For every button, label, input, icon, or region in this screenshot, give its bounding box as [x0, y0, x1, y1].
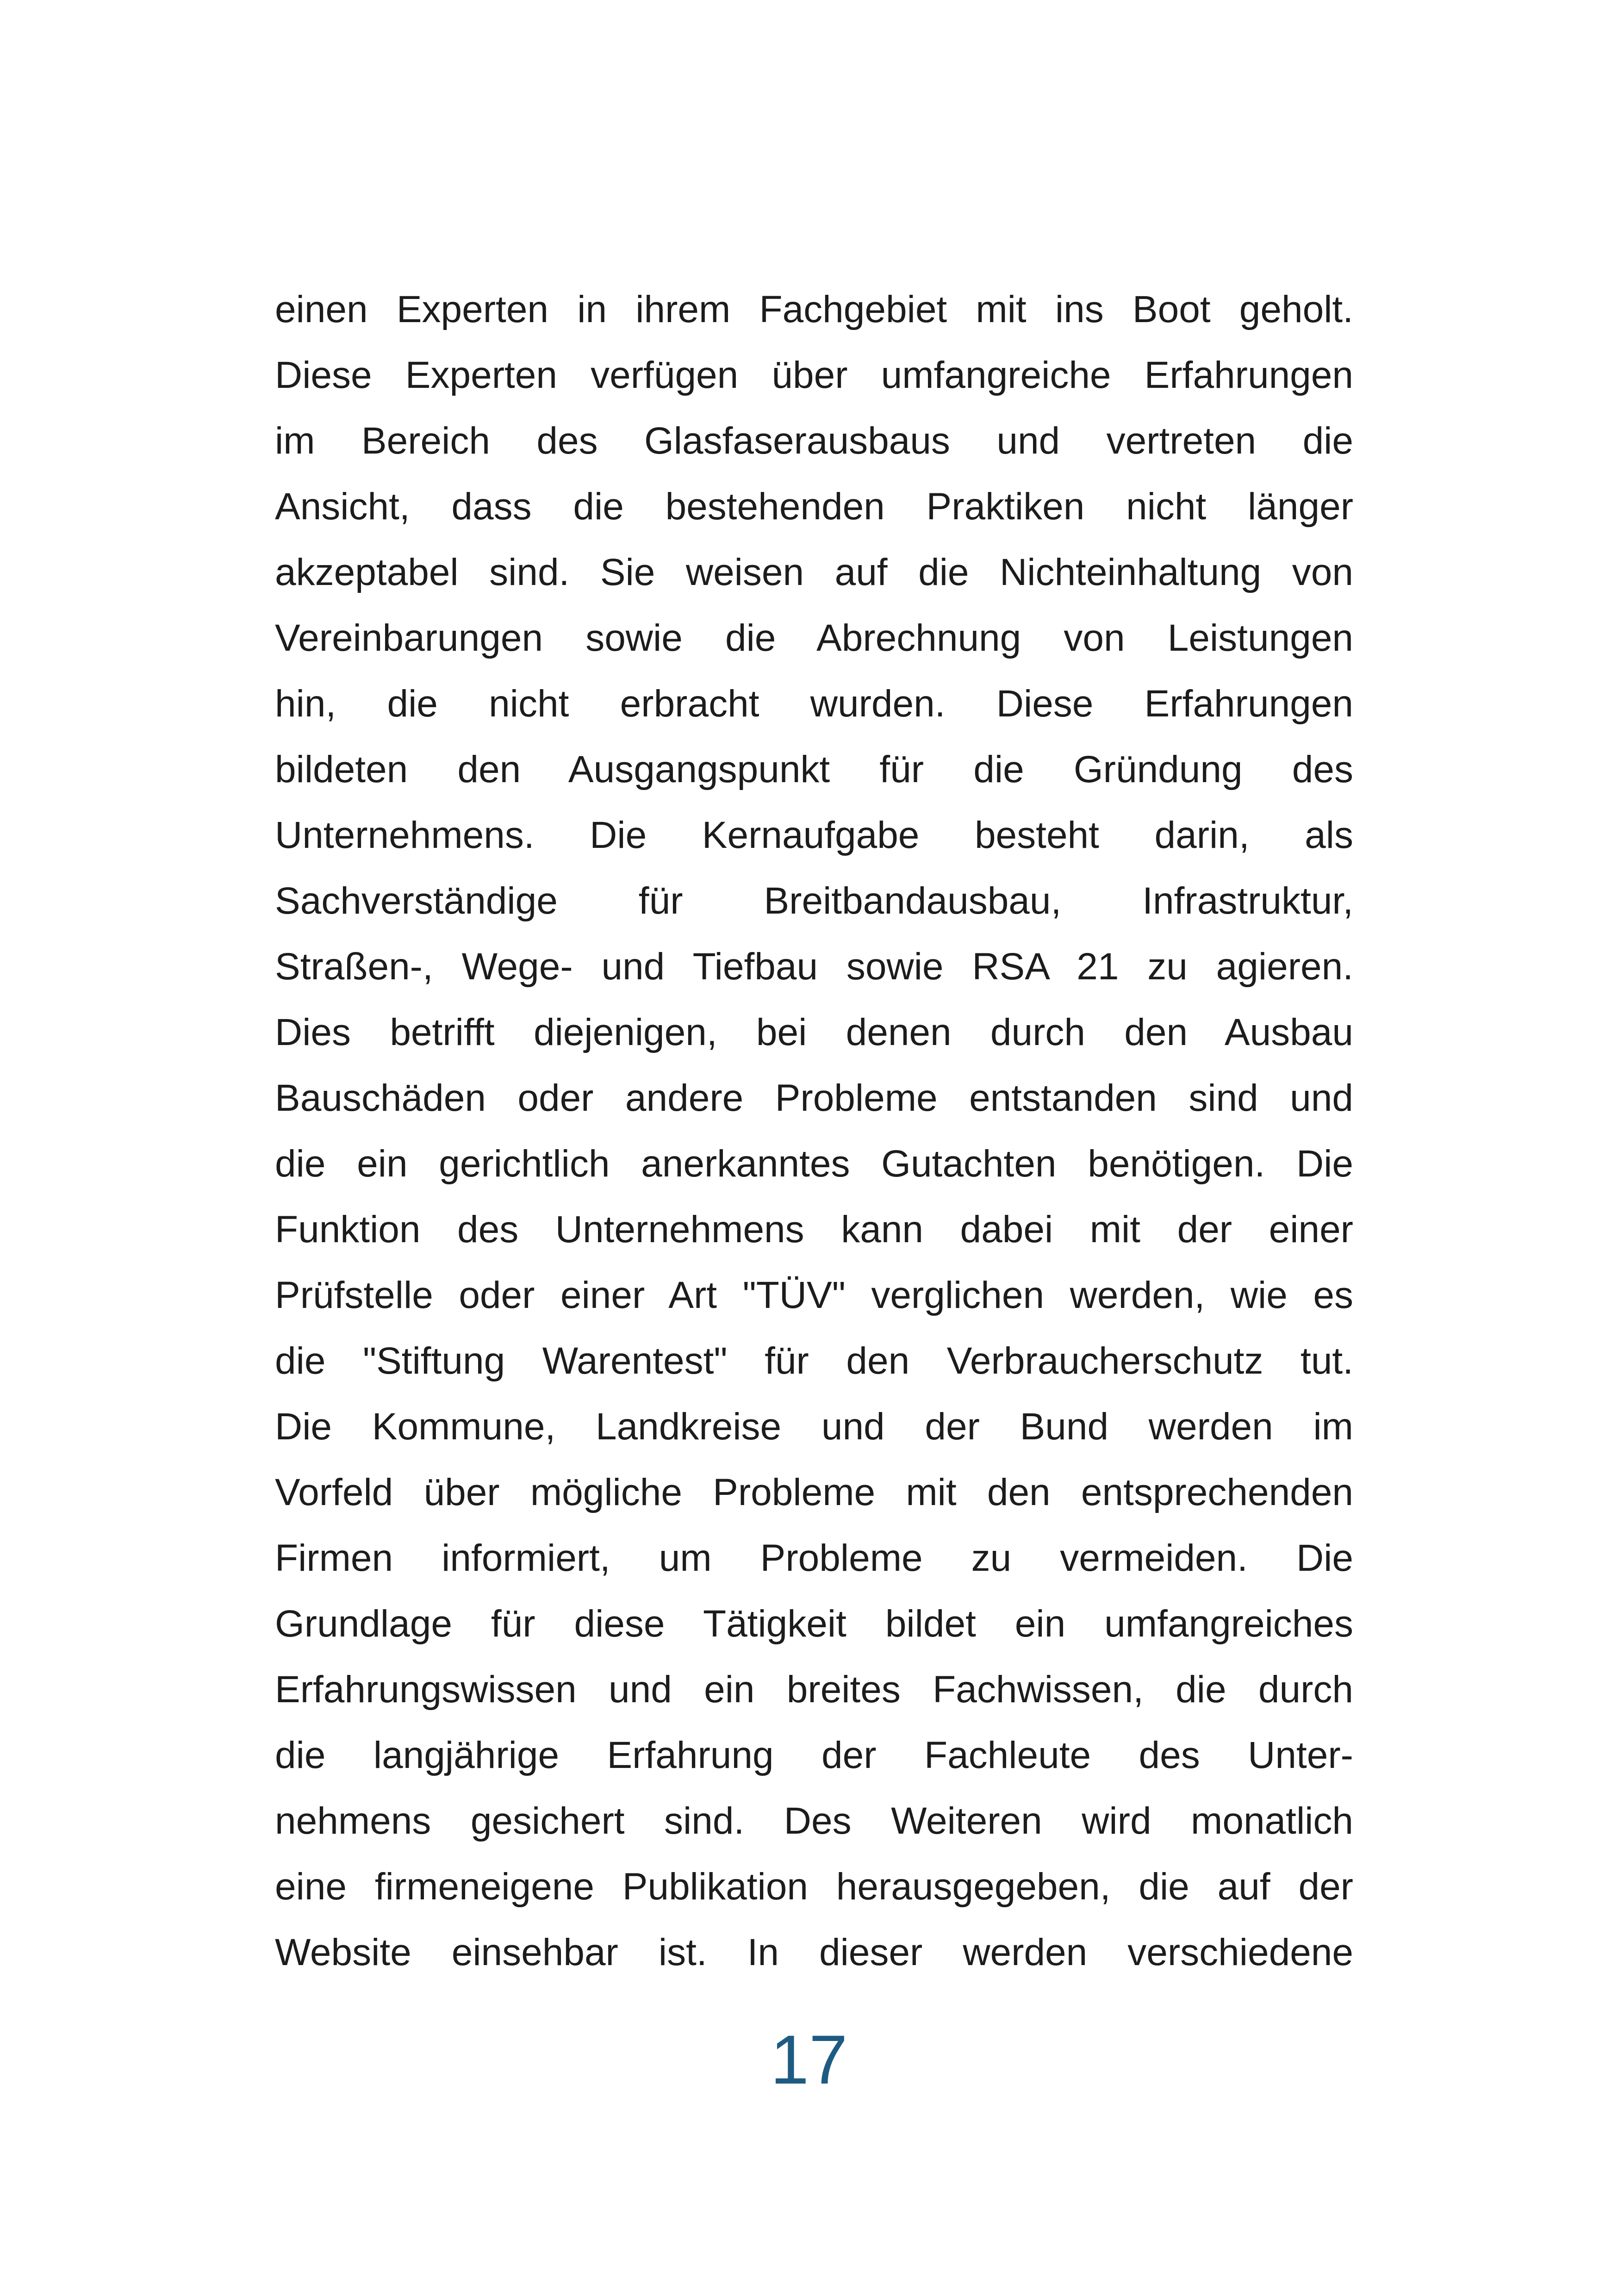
text-line-10: Sachverständige für Breitbandausbau, Infrastruktur,: [275, 880, 1353, 922]
text-line-23: die langjährige Erfahrung der Fachleute des Unter-: [275, 1734, 1353, 1776]
text-line-5: akzeptabel sind. Sie weisen auf die Nichteinhaltung von: [275, 551, 1353, 593]
text-line-7: hin, die nicht erbracht wurden. Diese Erfahrungen: [275, 683, 1353, 725]
text-line-14: die ein gerichtlich anerkanntes Gutachten benötigen. Die: [275, 1143, 1353, 1185]
text-line-12: Dies betrifft diejenigen, bei denen durch den Ausbau: [275, 1011, 1353, 1053]
text-line-13: Bauschäden oder andere Probleme entstanden sind und: [275, 1077, 1353, 1119]
body-text: [275, 277, 1353, 1985]
text-line-24: nehmens gesichert sind. Des Weiteren wird monatlich: [275, 1800, 1353, 1842]
text-line-3: im Bereich des Glasfaserausbaus und vertreten die: [275, 420, 1353, 462]
text-line-22: Erfahrungswissen und ein breites Fachwissen, die durch: [275, 1668, 1353, 1711]
text-line-4: Ansicht, dass die bestehenden Praktiken nicht länger: [275, 485, 1353, 528]
text-line-9: Unternehmens. Die Kernaufgabe besteht darin, als: [275, 814, 1353, 856]
text-line-18: Die Kommune, Landkreise und der Bund werden im: [275, 1406, 1353, 1448]
text-line-11: Straßen-, Wege- und Tiefbau sowie RSA 21 zu agieren.: [275, 946, 1353, 988]
text-line-17: die "Stiftung Warentest" für den Verbraucherschutz tut.: [275, 1340, 1353, 1382]
text-line-16: Prüfstelle oder einer Art "TÜV" verglichen werden, wie es: [275, 1274, 1353, 1316]
text-line-21: Grundlage für diese Tätigkeit bildet ein umfangreiches: [275, 1603, 1353, 1645]
text-line-2: Diese Experten verfügen über umfangreiche Erfahrungen: [275, 354, 1353, 396]
text-line-6: Vereinbarungen sowie die Abrechnung von Leistungen: [275, 617, 1353, 659]
text-line-8: bildeten den Ausgangspunkt für die Gründung des: [275, 748, 1353, 790]
page-number: 17: [770, 2021, 848, 2098]
text-line-19: Vorfeld über mögliche Probleme mit den entsprechenden: [275, 1471, 1353, 1513]
text-line-15: Funktion des Unternehmens kann dabei mit der einer: [275, 1208, 1353, 1251]
text-line-26: Website einsehbar ist. In dieser werden verschiedene: [275, 1931, 1353, 1973]
text-line-25: eine firmeneigene Publikation herausgegeben, die auf der: [275, 1866, 1353, 1908]
text-line-20: Firmen informiert, um Probleme zu vermeiden. Die: [275, 1537, 1353, 1579]
text-line-1: einen Experten in ihrem Fachgebiet mit ins Boot geholt.: [275, 288, 1353, 330]
